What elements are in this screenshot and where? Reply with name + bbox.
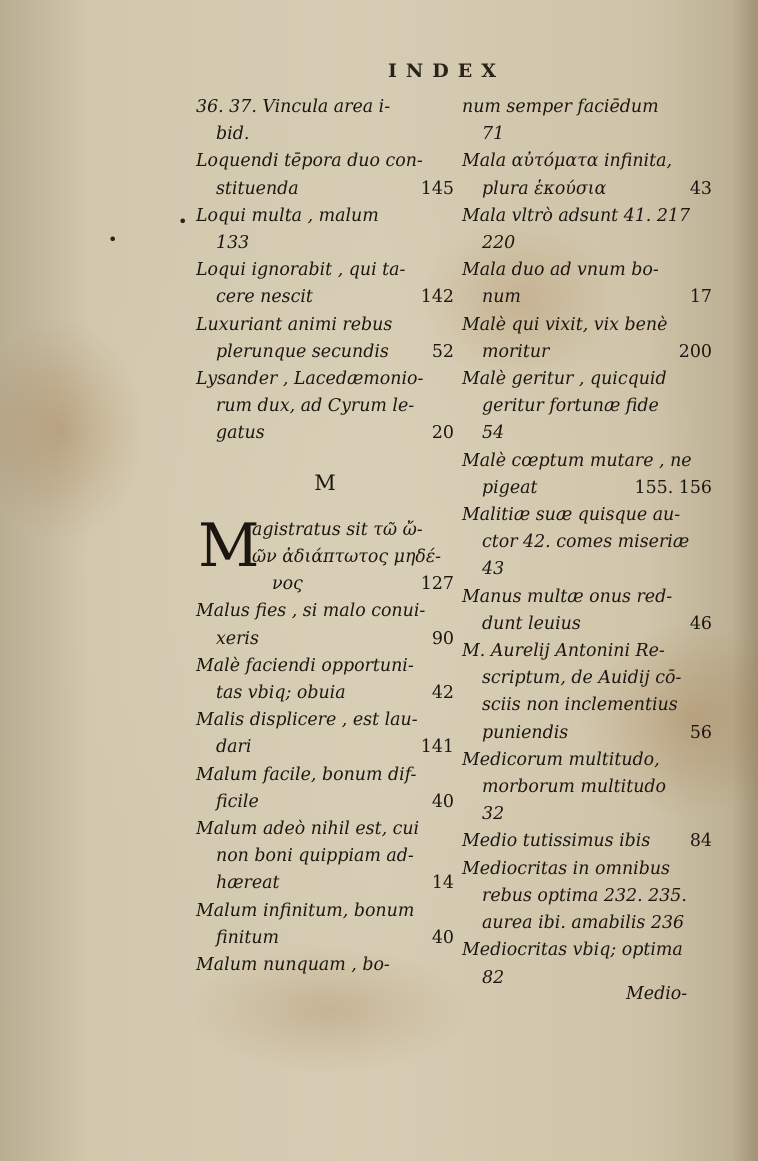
entry-headword-line [462,257,712,284]
entry-headword-line [196,203,454,230]
entry-text: M. Aurelij Antonini Re- [462,641,665,662]
entry-page-number: 155. 156 [634,477,712,498]
entry-continuation-line [462,883,712,910]
entry-text: Malè cœptum mutare , ne [462,450,692,471]
entry-text: gatus [216,423,265,444]
entry-headword-line [196,598,454,625]
entry-page-number: 127 [420,574,454,595]
index-entry [462,502,712,584]
entry-text: 133 [216,233,250,254]
entry-text: Luxuriant animi rebus [196,314,393,335]
entry-page-number: 200 [678,341,712,362]
entry-continuation-line [196,789,454,816]
entry-headword-line [462,747,712,774]
entry-text: finitum [216,927,280,948]
entry-continuation-line [462,475,712,502]
entry-text: rebus optima 232. 235. [482,885,687,906]
entry-text: non boni quippiam ad- [216,846,414,867]
entry-headword-line [462,638,712,665]
index-entry [462,257,712,311]
index-entry [196,148,454,202]
entry-headword-line [462,828,712,855]
entry-text: 43 [482,559,505,580]
entry-text: dari [216,737,252,758]
entry-text: puniendis [482,722,569,743]
entry-page-number: 90 [431,628,454,649]
index-entry [462,856,712,938]
entry-continuation-line [196,870,454,897]
entry-text: 82 [482,967,505,988]
entry-text: 71 [482,124,505,145]
index-entry [196,653,454,707]
index-entry [462,148,712,202]
entry-continuation-line [196,925,454,952]
section-letter: M [314,470,336,495]
entry-text: morborum multitudo [482,777,667,798]
entry-text: sciis non inclementius [482,695,678,716]
dropcap-entry-line [252,517,454,544]
entry-headword-line [462,448,712,475]
entry-text: geritur fortunæ fide [482,396,659,417]
index-entry [196,203,454,257]
entry-page-number: 84 [689,831,712,852]
entry-continuation-line [462,176,712,203]
entry-page-number: 20 [431,423,454,444]
entry-text: xeris [216,628,259,649]
entry-text: 220 [482,233,516,254]
entry-text: Mala αὐτόματα infinita, [462,151,672,172]
entry-continuation-line [462,692,712,719]
entry-text: plerunque secundis [216,341,389,362]
entry-continuation-line [462,121,712,148]
entry-headword-line [196,952,454,979]
entry-page-number: 145 [420,178,454,199]
entry-text: agistratus sit τῶ ὤ- [252,519,423,540]
entry-page-number: 52 [431,341,454,362]
entry-text: Loquendi tēpora duo con- [196,151,423,172]
entry-text: Malè faciendi opportuni- [196,655,414,676]
entry-continuation-line [462,284,712,311]
entry-text: νος [272,574,303,595]
left-entries-before [196,94,454,448]
entry-continuation-line [462,611,712,638]
entry-continuation-line [462,774,712,801]
ink-speck: • [178,212,188,231]
index-entry [196,816,454,898]
entry-text: Mala vltrò adsunt 41. 217 [462,205,691,226]
entry-text: 36. 37. Vincula area i- [196,97,391,117]
index-entry [196,366,454,448]
entry-continuation-line [196,420,454,447]
entry-text: num semper faciēdum [462,97,659,117]
entry-headword-line [196,366,454,393]
entry-text: stituenda [216,178,299,199]
entry-headword-line [196,257,454,284]
entry-continuation-line [462,230,712,257]
entry-text: Mala duo ad vnum bo- [462,260,659,281]
entry-headword-line [462,856,712,883]
entry-page-number: 56 [689,722,712,743]
catchword: Medio- [626,984,688,1004]
entry-continuation-line [462,801,712,828]
entry-text: Mediocritas vbiq; optima [462,940,683,961]
entry-text: cere nescit [216,287,313,308]
entry-headword-line [196,653,454,680]
entry-page-number: 43 [689,178,712,199]
entry-continuation-line [196,393,454,420]
entry-text: ficile [216,791,259,812]
index-entry [462,828,712,855]
entry-text: Malitiæ suæ quisque au- [462,505,681,526]
entry-text: Loqui multa , malum [196,205,379,226]
entry-text: 54 [482,423,505,444]
entry-headword-line [196,816,454,843]
entry-text: ctor 42. comes miseriæ [482,532,690,553]
index-entry [196,898,454,952]
entry-continuation-line [462,420,712,447]
entry-continuation-line [462,720,712,747]
index-entry [462,366,712,448]
entry-text: Malum infinitum, bonum [196,900,415,921]
index-entry [196,257,454,311]
index-entry [462,312,712,366]
index-entry [196,762,454,816]
entry-page-number: 40 [431,791,454,812]
entry-continuation-line [196,176,454,203]
entry-text: num [482,287,521,308]
entry-continuation-line [196,626,454,653]
index-entry [462,203,712,257]
entry-text: hæreat [216,873,280,894]
entry-page-number: 141 [420,737,454,758]
entry-text: Malum facile, bonum dif- [196,764,417,785]
entry-page-number: 17 [689,287,712,308]
entry-text: rum dux, ad Cyrum le- [216,396,415,417]
index-entry [196,598,454,652]
dropcap-entry-line [252,544,454,571]
entry-text: 32 [482,804,505,825]
entry-text: scriptum, de Auidij cō- [482,668,682,689]
entry-headword-line [196,94,454,121]
entry-headword-line [196,148,454,175]
entry-page-number: 42 [431,683,454,704]
right-column [462,94,712,992]
index-entry [196,707,454,761]
index-entry [462,94,712,148]
entry-text: Malis displicere , est lau- [196,710,418,731]
entry-page-number: 46 [689,613,712,634]
entry-text: Lysander , Lacedæmonio- [196,369,424,390]
entry-headword-line [196,762,454,789]
entry-headword-line [196,312,454,339]
index-entry [196,312,454,366]
entry-text: Medio tutissimus ibis [462,831,651,852]
entry-continuation-line [196,284,454,311]
entry-text: Loqui ignorabit , qui ta- [196,260,406,281]
entry-continuation-line [462,556,712,583]
gutter-shadow [732,0,758,1161]
entry-text: Malus fies , si malo conui- [196,601,426,622]
index-entry [462,448,712,502]
entry-text: plura ἑκούσια [482,178,607,199]
entry-continuation-line [462,393,712,420]
entry-text: Malum nunquam , bo- [196,955,390,976]
right-entries [462,94,712,992]
entry-continuation-line [196,121,454,148]
entry-text: Malum adeò nihil est, cui [196,819,420,840]
index-entry [196,94,454,148]
running-head: INDEX [388,60,505,82]
entry-continuation-line [196,339,454,366]
entry-continuation-line [196,230,454,257]
entry-headword-line [196,898,454,925]
entry-text: pigeat [482,477,538,498]
entry-headword-line [462,366,712,393]
dropcap-entry-line [252,571,454,598]
entry-text: aurea ibi. amabilis 236 [482,913,685,934]
index-entry [462,638,712,747]
index-entry [462,747,712,829]
entry-continuation-line [196,680,454,707]
dropcap-entry [196,510,454,599]
entry-headword-line [196,707,454,734]
entry-continuation-line [196,843,454,870]
entry-headword-line [462,502,712,529]
entry-continuation-line [462,665,712,692]
dropcap-letter: M [198,510,260,581]
ink-speck: • [108,230,118,249]
entry-text: tas vbiq; obuia [216,683,346,704]
entry-headword-line [462,937,712,964]
entry-headword-line [462,94,712,121]
index-entry [462,584,712,638]
entry-text: Malè qui vixit, vix benè [462,314,668,335]
entry-continuation-line [462,529,712,556]
entry-continuation-line [462,339,712,366]
entry-continuation-line [462,910,712,937]
entry-page-number: 14 [431,873,454,894]
entry-text: moritur [482,341,550,362]
index-entry [196,952,454,979]
entry-text: Manus multæ onus red- [462,586,673,607]
entry-continuation-line [196,734,454,761]
entry-text: Malè geritur , quicquid [462,369,667,390]
entry-text: dunt leuius [482,613,581,634]
dropcap-lines [252,517,454,599]
entry-text: bid. [216,124,250,145]
entry-text: ῶν ἀδιάπτωτος μηδέ- [252,547,442,568]
entry-text: Medicorum multitudo, [462,749,660,770]
left-column [196,94,454,979]
left-entries-after [196,598,454,979]
entry-headword-line [462,203,712,230]
entry-headword-line [462,148,712,175]
entry-page-number: 142 [420,287,454,308]
entry-text: Mediocritas in omnibus [462,858,670,879]
entry-headword-line [462,584,712,611]
entry-page-number: 40 [431,927,454,948]
entry-headword-line [462,312,712,339]
